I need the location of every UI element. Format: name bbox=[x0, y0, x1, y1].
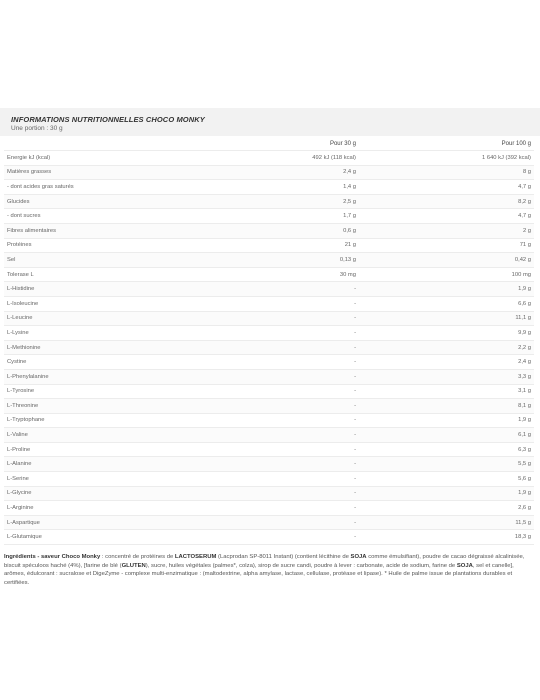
nutrient-name: L-Phenylalanine bbox=[4, 369, 174, 384]
nutrient-name: L-Valine bbox=[4, 428, 174, 443]
table-row bbox=[4, 253, 534, 268]
value-per-100g: 2,6 g bbox=[359, 501, 534, 516]
table-row bbox=[4, 428, 534, 443]
value-per-30g: - bbox=[174, 472, 359, 487]
nutrient-name: L-Tyrosine bbox=[4, 384, 174, 399]
value-per-100g: 0,42 g bbox=[359, 253, 534, 268]
table-row bbox=[4, 282, 534, 297]
page-title: INFORMATIONS NUTRITIONNELLES CHOCO MONKY bbox=[11, 115, 205, 124]
allergen-text: GLUTEN bbox=[121, 562, 146, 569]
portion-size: Une portion : 30 g bbox=[11, 125, 63, 132]
value-per-30g: - bbox=[174, 326, 359, 341]
ingredients-text bbox=[4, 553, 534, 588]
value-per-30g: - bbox=[174, 428, 359, 443]
table-row bbox=[4, 194, 534, 209]
value-per-30g: - bbox=[174, 355, 359, 370]
value-per-100g: 4,7 g bbox=[359, 209, 534, 224]
value-per-100g: 11,1 g bbox=[359, 311, 534, 326]
table-row bbox=[4, 151, 534, 166]
value-per-30g: - bbox=[174, 282, 359, 297]
value-per-30g: - bbox=[174, 442, 359, 457]
table-row bbox=[4, 326, 534, 341]
nutrient-name: L-Tryptophane bbox=[4, 413, 174, 428]
value-per-30g: - bbox=[174, 340, 359, 355]
nutrient-name: - dont sucres bbox=[4, 209, 174, 224]
nutrient-name: L-Leucine bbox=[4, 311, 174, 326]
value-per-30g: 0,6 g bbox=[174, 223, 359, 238]
value-per-100g: 6,6 g bbox=[359, 296, 534, 311]
table-row bbox=[4, 457, 534, 472]
value-per-100g: 100 mg bbox=[359, 267, 534, 282]
nutrient-name: L-Methionine bbox=[4, 340, 174, 355]
value-per-100g: 1,9 g bbox=[359, 282, 534, 297]
nutrient-name: L-Proline bbox=[4, 442, 174, 457]
value-per-100g: 11,5 g bbox=[359, 515, 534, 530]
value-per-30g: - bbox=[174, 457, 359, 472]
value-per-100g: 6,1 g bbox=[359, 428, 534, 443]
nutrient-name: Glucides bbox=[4, 194, 174, 209]
value-per-100g: 9,9 g bbox=[359, 326, 534, 341]
table-row bbox=[4, 472, 534, 487]
value-per-30g: - bbox=[174, 501, 359, 516]
ingredients-segment: comme émulsifiant), poudre de cacao dégraissé alcalinisée, biscuit spéculoos haché (4%), [farine de blé ( bbox=[4, 554, 525, 569]
table-row bbox=[4, 223, 534, 238]
value-per-100g: 3,3 g bbox=[359, 369, 534, 384]
table-row bbox=[4, 399, 534, 414]
table-row bbox=[4, 413, 534, 428]
allergen-text: SOJA bbox=[456, 562, 473, 569]
value-per-100g: 4,7 g bbox=[359, 180, 534, 195]
table-row bbox=[4, 369, 534, 384]
ingredients-segment: : concentré de protéines de bbox=[100, 554, 175, 560]
nutrient-name: L-Serine bbox=[4, 472, 174, 487]
nutrition-table bbox=[4, 138, 534, 545]
nutrition-table-body bbox=[4, 151, 534, 545]
value-per-30g: - bbox=[174, 530, 359, 545]
table-row bbox=[4, 501, 534, 516]
value-per-30g: 492 kJ (118 kcal) bbox=[174, 151, 359, 166]
table-row bbox=[4, 165, 534, 180]
value-per-100g: 8 g bbox=[359, 165, 534, 180]
value-per-30g: - bbox=[174, 413, 359, 428]
value-per-30g: 21 g bbox=[174, 238, 359, 253]
nutrient-name: L-Glycine bbox=[4, 486, 174, 501]
allergen-text: SOJA bbox=[350, 554, 367, 560]
value-per-30g: - bbox=[174, 486, 359, 501]
nutrient-name: Energie kJ (kcal) bbox=[4, 151, 174, 166]
value-per-30g: - bbox=[174, 369, 359, 384]
value-per-30g: - bbox=[174, 311, 359, 326]
table-row bbox=[4, 267, 534, 282]
allergen-text: LACTOSERUM bbox=[174, 554, 217, 560]
column-header-name bbox=[4, 138, 174, 151]
value-per-30g: 0,13 g bbox=[174, 253, 359, 268]
nutrient-name: Fibres alimentaires bbox=[4, 223, 174, 238]
nutrient-name: L-Glutamique bbox=[4, 530, 174, 545]
value-per-100g: 18,3 g bbox=[359, 530, 534, 545]
value-per-100g: 6,3 g bbox=[359, 442, 534, 457]
ingredients-segment: , sel et canelle], arômes, édulcorant : sucralose et DigeZyme - complexe multi-enzimatique : (maltodextrine, alpha amylase, lactase, cellulase, protéase et lipase). * Huile de palme issue de plantations durables et certifiées. bbox=[4, 562, 514, 587]
value-per-30g: - bbox=[174, 399, 359, 414]
nutrient-name: Sel bbox=[4, 253, 174, 268]
nutrient-name: L-Histidine bbox=[4, 282, 174, 297]
value-per-100g: 1,9 g bbox=[359, 486, 534, 501]
table-row bbox=[4, 180, 534, 195]
value-per-30g: 1,7 g bbox=[174, 209, 359, 224]
nutrient-name: Tolerase L bbox=[4, 267, 174, 282]
table-row bbox=[4, 486, 534, 501]
value-per-30g: 1,4 g bbox=[174, 180, 359, 195]
column-header-per100: Pour 100 g bbox=[359, 138, 534, 151]
value-per-100g: 5,6 g bbox=[359, 472, 534, 487]
nutrient-name: - dont acides gras saturés bbox=[4, 180, 174, 195]
value-per-100g: 71 g bbox=[359, 238, 534, 253]
value-per-30g: 30 mg bbox=[174, 267, 359, 282]
value-per-100g: 2,4 g bbox=[359, 355, 534, 370]
value-per-100g: 2 g bbox=[359, 223, 534, 238]
value-per-100g: 1,9 g bbox=[359, 413, 534, 428]
value-per-30g: 2,5 g bbox=[174, 194, 359, 209]
table-row bbox=[4, 515, 534, 530]
nutrient-name: Cystine bbox=[4, 355, 174, 370]
value-per-100g: 3,1 g bbox=[359, 384, 534, 399]
value-per-30g: - bbox=[174, 515, 359, 530]
table-row bbox=[4, 355, 534, 370]
nutrient-name: L-Aspartique bbox=[4, 515, 174, 530]
ingredients-segment: ), sucre, huiles végétales (palmes*, colza), sirop de sucre candi, poudre à lever : carbonate, acide de sodium, farine de bbox=[145, 562, 457, 569]
nutrient-name: L-Arginine bbox=[4, 501, 174, 516]
nutrient-name: L-Alanine bbox=[4, 457, 174, 472]
table-row bbox=[4, 296, 534, 311]
ingredients-segment: (Lacprodan SP-8011 Instant) (contient lécithine de bbox=[216, 554, 351, 560]
value-per-30g: 2,4 g bbox=[174, 165, 359, 180]
value-per-100g: 1 640 kJ (392 kcal) bbox=[359, 151, 534, 166]
table-row bbox=[4, 311, 534, 326]
nutrient-name: L-Isoleucine bbox=[4, 296, 174, 311]
value-per-100g: 5,5 g bbox=[359, 457, 534, 472]
value-per-30g: - bbox=[174, 384, 359, 399]
nutrient-name: Matières grasses bbox=[4, 165, 174, 180]
value-per-100g: 8,2 g bbox=[359, 194, 534, 209]
nutrient-name: Protéines bbox=[4, 238, 174, 253]
table-row bbox=[4, 340, 534, 355]
table-row bbox=[4, 238, 534, 253]
table-header-row bbox=[4, 138, 534, 151]
value-per-100g: 8,1 g bbox=[359, 399, 534, 414]
table-row bbox=[4, 530, 534, 545]
nutrient-name: L-Lysine bbox=[4, 326, 174, 341]
table-row bbox=[4, 442, 534, 457]
table-row bbox=[4, 384, 534, 399]
ingredients-label: Ingrédients - saveur Choco Monky bbox=[4, 554, 101, 560]
nutrient-name: L-Threonine bbox=[4, 399, 174, 414]
table-row bbox=[4, 209, 534, 224]
value-per-30g: - bbox=[174, 296, 359, 311]
value-per-100g: 2,2 g bbox=[359, 340, 534, 355]
column-header-per30: Pour 30 g bbox=[174, 138, 359, 151]
